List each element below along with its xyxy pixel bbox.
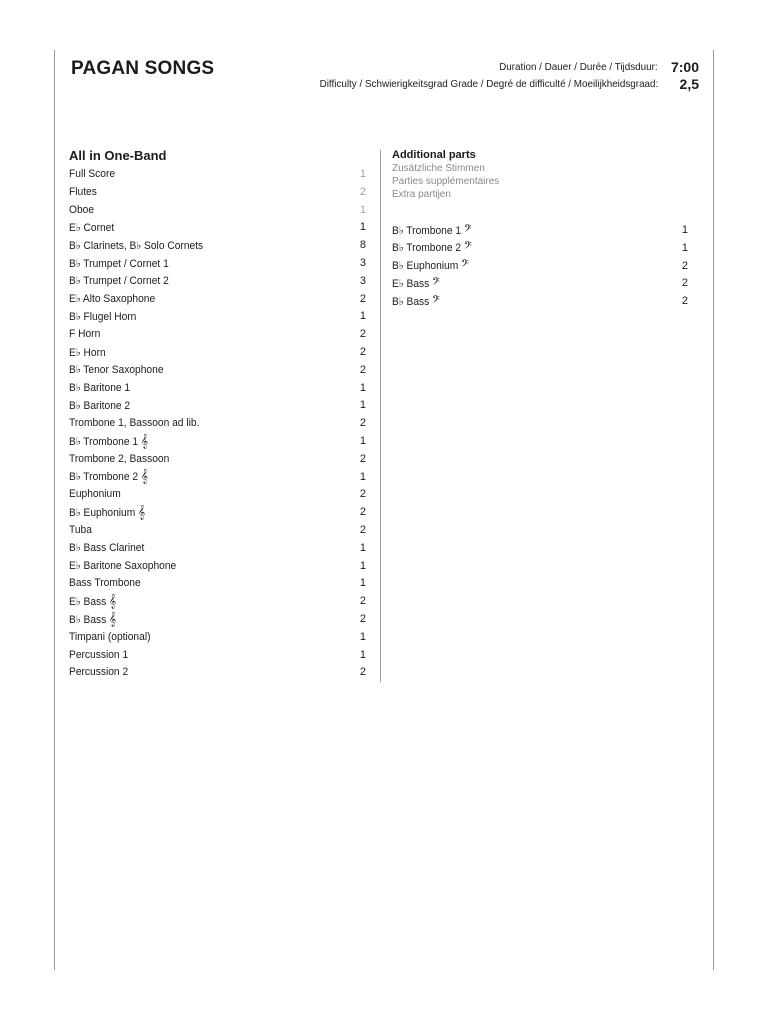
bass-clef-icon: 𝄢 [432, 293, 440, 309]
treble-clef-icon: 𝄞 [109, 593, 117, 609]
part-name: E♭ Bass [392, 277, 430, 290]
part-row [69, 592, 366, 610]
part-label [69, 453, 169, 465]
part-label [69, 417, 199, 429]
part-label [69, 186, 97, 198]
part-label [69, 595, 116, 608]
bass-clef-icon: 𝄢 [463, 222, 472, 238]
part-row [69, 646, 366, 664]
part-label [69, 292, 155, 305]
part-count: 1 [359, 381, 366, 394]
part-row [69, 628, 366, 646]
part-row [69, 361, 366, 379]
part-count: 1 [359, 470, 366, 483]
treble-clef-icon: 𝄞 [140, 433, 149, 449]
part-row [69, 432, 366, 450]
column-divider-line [380, 150, 381, 682]
part-name: B♭ Clarinets, B♭ Solo Cornets [69, 239, 204, 252]
part-count: 2 [359, 595, 366, 608]
part-count: 1 [359, 541, 366, 554]
part-count: 1 [359, 435, 366, 447]
part-name: Tuba [69, 524, 92, 536]
part-name: E♭ Horn [69, 346, 106, 359]
part-name: F Horn [69, 328, 101, 341]
part-row [69, 254, 366, 272]
part-name: B♭ Bass [392, 295, 430, 308]
part-label [69, 666, 128, 678]
part-row [69, 325, 366, 343]
part-count: 2 [359, 185, 366, 198]
part-name: B♭ Trumpet / Cornet 1 [69, 257, 169, 270]
part-name: B♭ Trumpet / Cornet 2 [69, 275, 169, 288]
part-name: B♭ Trombone 2 [392, 242, 462, 255]
treble-clef-icon: 𝄞 [138, 504, 146, 520]
part-label [69, 363, 164, 376]
part-count: 2 [681, 277, 688, 290]
part-label [69, 470, 148, 483]
part-name: B♭ Trombone 1 [69, 435, 139, 448]
bass-clef-icon: 𝄢 [461, 258, 469, 274]
part-count: 3 [359, 257, 366, 269]
part-name: Trombone 1, Bassoon ad lib. [69, 417, 200, 430]
part-name: E♭ Baritone Saxophone [69, 560, 177, 573]
part-name: E♭ Bass [69, 595, 107, 608]
part-count: 2 [359, 417, 366, 430]
part-count: 1 [359, 221, 366, 234]
additional-parts-subtitle-fr: Parties supplémentaires [392, 176, 500, 187]
part-name: Full Score [69, 168, 116, 180]
part-row [69, 343, 366, 361]
additional-parts-subtitle-nl: Extra partijen [392, 189, 451, 200]
part-count: 8 [359, 239, 366, 252]
part-row [69, 557, 366, 575]
part-label [69, 435, 148, 448]
part-label [69, 488, 121, 500]
part-count: 3 [359, 274, 366, 287]
part-row [69, 183, 366, 201]
part-label [69, 257, 169, 270]
part-label [392, 295, 440, 308]
part-label [69, 524, 92, 536]
part-label [69, 559, 176, 572]
part-row [69, 610, 366, 628]
part-name: B♭ Baritone 1 [69, 382, 131, 395]
treble-clef-icon: 𝄞 [109, 611, 117, 627]
part-label [69, 239, 203, 252]
part-name: Percussion 2 [69, 666, 129, 679]
part-label [69, 274, 169, 287]
part-row [392, 274, 688, 292]
part-name: Trombone 2, Bassoon [69, 452, 170, 465]
duration-value: 7:00 [670, 59, 699, 75]
part-name: E♭ Alto Saxophone [69, 293, 156, 306]
part-name: B♭ Bass [69, 613, 107, 626]
part-name: B♭ Flugel Horn [69, 310, 137, 323]
part-label [69, 399, 130, 412]
part-label [69, 204, 94, 216]
part-label [69, 221, 114, 234]
treble-clef-icon: 𝄞 [140, 469, 149, 485]
part-name: B♭ Euphonium [69, 506, 136, 519]
part-row [69, 503, 366, 521]
part-label [69, 506, 145, 519]
part-row [69, 201, 366, 219]
part-row [69, 290, 366, 308]
part-count: 2 [359, 328, 366, 341]
part-count: 2 [359, 488, 366, 501]
part-count: 1 [681, 241, 688, 254]
part-row [69, 663, 366, 681]
part-row [69, 236, 366, 254]
part-count: 2 [359, 666, 366, 679]
part-label [69, 168, 115, 180]
part-name: Euphonium [69, 488, 121, 501]
part-count: 1 [359, 399, 366, 412]
part-count: 1 [359, 310, 366, 323]
part-row [69, 521, 366, 539]
part-name: B♭ Trombone 1 [392, 224, 462, 237]
part-label [69, 328, 100, 340]
part-row [69, 379, 366, 397]
part-label [69, 577, 141, 589]
additional-parts-subtitle-de: Zusätzliche Stimmen [392, 163, 485, 174]
part-count: 1 [359, 577, 366, 590]
part-row [69, 450, 366, 468]
part-name: Oboe [69, 203, 95, 216]
part-row [392, 257, 688, 275]
part-row [69, 485, 366, 503]
difficulty-value: 2,5 [679, 76, 699, 92]
part-row [69, 165, 366, 183]
part-count: 2 [359, 292, 366, 305]
part-name: B♭ Baritone 2 [69, 399, 131, 412]
part-name: B♭ Tenor Saxophone [69, 364, 164, 377]
part-count: 2 [359, 613, 366, 625]
duration-label: Duration / Dauer / Durée / Tijdsduur: [499, 61, 658, 73]
part-count: 1 [681, 224, 688, 236]
part-row [392, 292, 688, 310]
part-label [69, 631, 151, 643]
part-count: 1 [359, 168, 366, 180]
part-label [392, 259, 469, 272]
part-label [69, 381, 130, 394]
part-count: 2 [359, 363, 366, 376]
additional-parts-title: Additional parts [392, 149, 476, 161]
part-count: 1 [359, 559, 366, 572]
bass-clef-icon: 𝄢 [463, 240, 472, 256]
part-row [69, 414, 366, 432]
left-border-line [54, 50, 55, 970]
part-row [392, 221, 688, 239]
part-name: Percussion 1 [69, 648, 129, 661]
part-row [69, 218, 366, 236]
part-label [392, 277, 440, 290]
main-parts-title: All in One-Band [69, 148, 167, 163]
part-count: 1 [359, 203, 366, 216]
part-label [69, 649, 128, 661]
part-count: 2 [359, 506, 366, 519]
part-count: 1 [359, 648, 366, 661]
part-label [392, 241, 472, 254]
part-count: 2 [359, 452, 366, 465]
part-label [69, 310, 136, 323]
part-row [69, 539, 366, 557]
part-name: B♭ Trombone 2 [69, 471, 139, 484]
part-name: B♭ Bass Clarinet [69, 542, 145, 555]
part-count: 2 [681, 259, 688, 272]
part-name: Flutes [69, 185, 97, 198]
part-row [69, 272, 366, 290]
part-count: 2 [681, 295, 688, 308]
part-name: Bass Trombone [69, 577, 141, 590]
part-count: 2 [359, 346, 366, 358]
page-title: PAGAN SONGS [71, 58, 215, 79]
part-row [69, 396, 366, 414]
part-name: E♭ Cornet [69, 221, 115, 234]
part-name: Timpani (optional) [69, 630, 151, 643]
part-row [69, 574, 366, 592]
part-row [69, 307, 366, 325]
part-count: 1 [359, 630, 366, 643]
part-label [392, 224, 472, 237]
part-row [392, 239, 688, 257]
right-border-line [713, 50, 714, 970]
bass-clef-icon: 𝄢 [432, 275, 440, 291]
part-count: 2 [359, 524, 366, 536]
part-label [69, 346, 106, 359]
part-row [69, 468, 366, 486]
difficulty-label: Difficulty / Schwierigkeitsgrad Grade / Degré de difficulté / Moeilijkheidsgraad: [319, 78, 658, 90]
part-name: B♭ Euphonium [392, 260, 459, 273]
part-label [69, 541, 144, 554]
part-label [69, 613, 116, 626]
